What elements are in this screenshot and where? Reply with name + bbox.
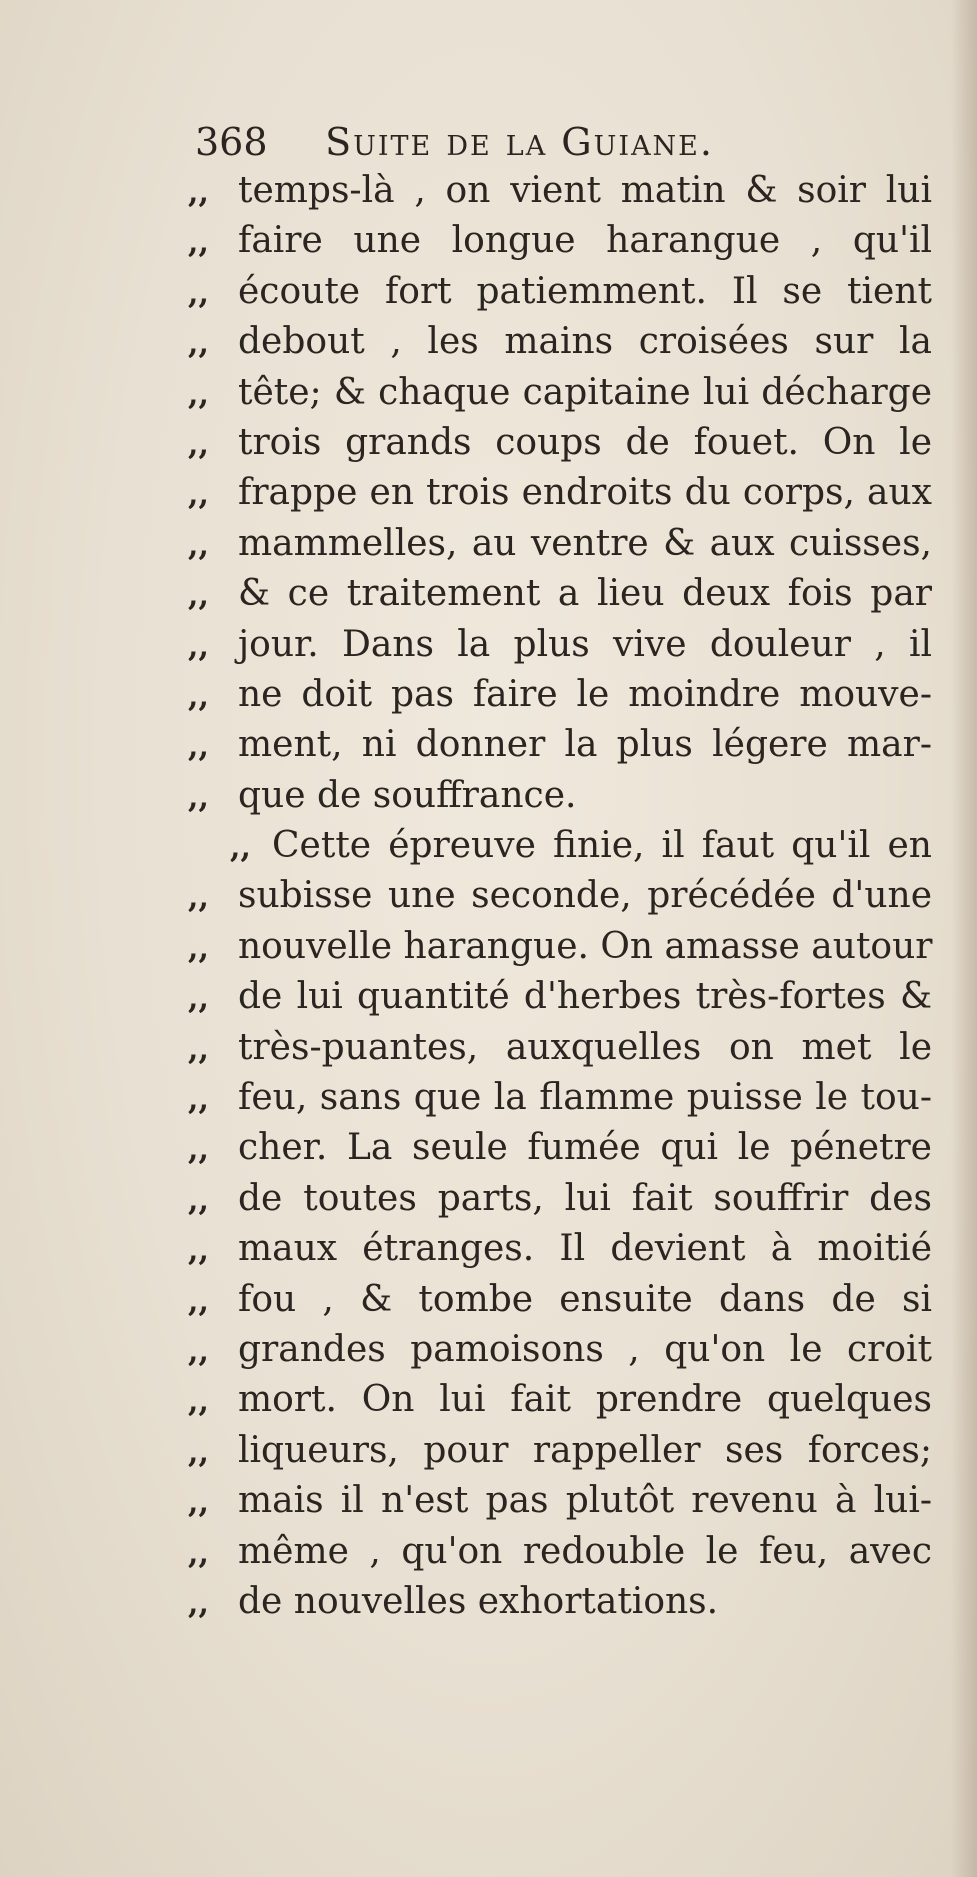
line-text: que de souffrance. [238, 774, 577, 816]
page-edge-shadow [951, 0, 977, 1877]
quotation-mark: ,, [188, 1535, 209, 1571]
line-text: de lui quantité d'herbes très-fortes & [238, 976, 932, 1018]
page-number: 368 [195, 120, 268, 164]
quotation-mark: ,, [188, 779, 209, 815]
text-line [188, 620, 936, 670]
line-text: de nouvelles exhortations. [238, 1580, 719, 1622]
line-text: maux étranges. Il devient à moitié [238, 1228, 932, 1270]
quotation-mark: ,, [188, 326, 209, 362]
text-line [188, 418, 936, 468]
quotation-mark: ,, [188, 1031, 209, 1067]
quotation-mark: ,, [188, 628, 209, 664]
line-text: écoute fort patiemment. Il se tient [238, 270, 932, 312]
line-text: grandes pamoisons , qu'on le croit [238, 1328, 932, 1370]
text-line [188, 720, 936, 770]
quotation-mark: ,, [188, 1384, 209, 1420]
line-text: feu, sans que la flamme puisse le tou- [238, 1077, 932, 1119]
text-line [188, 166, 936, 216]
line-text: tête; & chaque capitaine lui décharge [238, 371, 932, 413]
line-text: fou , & tombe ensuite dans de si [238, 1278, 932, 1320]
line-text: Cette épreuve finie, il faut qu'il en [272, 825, 932, 867]
quotation-mark: ,, [188, 426, 209, 462]
line-text: cher. La seule fumée qui le pénetre [238, 1127, 932, 1169]
line-text: jour. Dans la plus vive douleur , il [238, 623, 932, 665]
text-line [188, 871, 936, 921]
line-text: ment, ni donner la plus légere mar- [238, 724, 932, 766]
quotation-mark: ,, [188, 527, 209, 563]
text-line [188, 1123, 936, 1173]
text-line [188, 368, 936, 418]
quotation-mark: ,, [188, 578, 209, 614]
line-text: mais il n'est pas plutôt revenu à lui- [238, 1480, 932, 1522]
text-line [188, 519, 936, 569]
text-line [188, 1275, 936, 1325]
text-line [188, 1375, 936, 1425]
quotation-mark: ,, [188, 981, 209, 1017]
line-text: debout , les mains croisées sur la [238, 321, 932, 363]
line-text: frappe en trois endroits du corps, aux [238, 472, 932, 514]
line-text: & ce traitement a lieu deux fois par [238, 573, 932, 615]
page-header [195, 118, 935, 166]
line-text: trois grands coups de fouet. On le [238, 421, 932, 463]
text-line [188, 569, 936, 619]
quotation-mark: ,, [188, 1333, 209, 1369]
quotation-mark: ,, [188, 1182, 209, 1218]
quotation-mark: ,, [230, 830, 251, 866]
text-line [188, 267, 936, 317]
text-line [188, 821, 936, 871]
text-line [188, 317, 936, 367]
quotation-mark: ,, [188, 1082, 209, 1118]
running-title: Suite de la Guiane. [325, 120, 714, 164]
line-text: faire une longue harangue , qu'il [238, 220, 932, 262]
text-line [188, 1577, 936, 1627]
quotation-mark: ,, [188, 729, 209, 765]
quotation-mark: ,, [188, 477, 209, 513]
text-line [188, 1224, 936, 1274]
text-line [188, 771, 936, 821]
line-text: temps-là , on vient matin & soir lui [238, 170, 932, 211]
line-text: ne doit pas faire le moindre mouve- [238, 673, 932, 715]
body-text [188, 166, 936, 1627]
line-text: nouvelle harangue. On amasse autour [238, 925, 933, 967]
line-text: mort. On lui fait prendre quelques [238, 1379, 932, 1421]
quotation-mark: ,, [188, 1585, 209, 1621]
text-line [188, 1325, 936, 1375]
quotation-mark: ,, [188, 175, 209, 210]
text-line [188, 1527, 936, 1577]
line-text: très-puantes, auxquelles on met le [238, 1026, 932, 1068]
text-line [188, 670, 936, 720]
text-line [188, 972, 936, 1022]
text-line [188, 216, 936, 266]
line-text: même , qu'on redouble le feu, avec [238, 1530, 932, 1572]
line-text: liqueurs, pour rappeller ses forces; [238, 1429, 932, 1471]
text-line [188, 1073, 936, 1123]
quotation-mark: ,, [188, 1233, 209, 1269]
text-line [188, 1476, 936, 1526]
quotation-mark: ,, [188, 930, 209, 966]
line-text: de toutes parts, lui fait souffrir des [238, 1177, 932, 1219]
quotation-mark: ,, [188, 678, 209, 714]
quotation-mark: ,, [188, 376, 209, 412]
text-line [188, 468, 936, 518]
line-text: mammelles, au ventre & aux cuisses, [238, 522, 932, 564]
quotation-mark: ,, [188, 880, 209, 916]
text-line [188, 922, 936, 972]
text-line [188, 1174, 936, 1224]
quotation-mark: ,, [188, 275, 209, 311]
quotation-mark: ,, [188, 1485, 209, 1521]
quotation-mark: ,, [188, 1132, 209, 1168]
quotation-mark: ,, [188, 1434, 209, 1470]
quotation-mark: ,, [188, 1283, 209, 1319]
quotation-mark: ,, [188, 225, 209, 261]
text-line [188, 1023, 936, 1073]
line-text: subisse une seconde, précédée d'une [238, 875, 932, 917]
text-line [188, 1426, 936, 1476]
